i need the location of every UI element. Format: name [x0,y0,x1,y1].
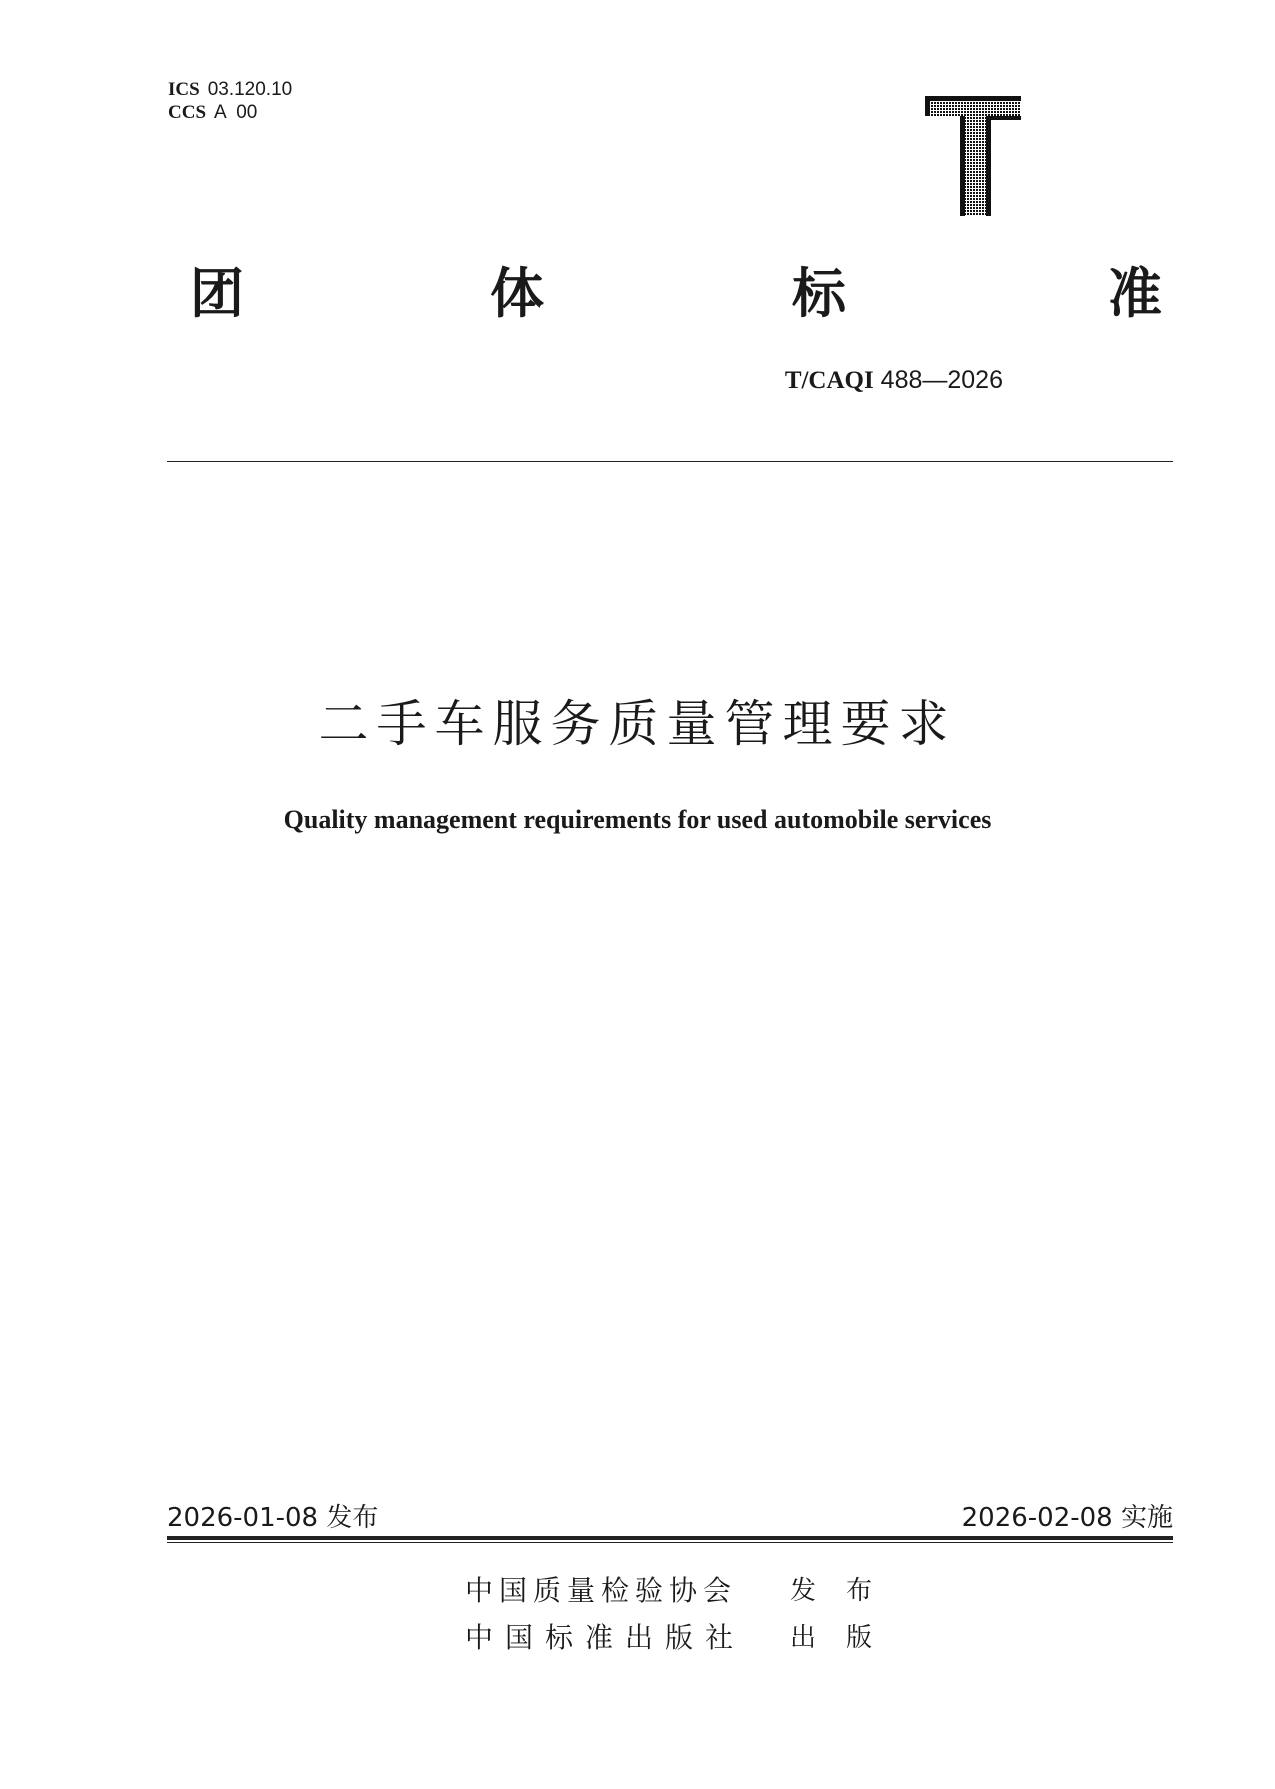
publisher-organization: 中国标准出版社 [465,1621,746,1654]
ics-value: 03.120.10 [207,79,293,100]
standard-type-char: 准 [1108,262,1162,325]
classification-codes [168,78,292,124]
header-divider [167,461,1173,462]
ccs-value: A 00 [214,102,258,123]
implement-date: 2026-02-08 实施 [961,1503,1173,1533]
standard-number [785,365,1003,395]
standard-t-logo-icon [925,96,1021,216]
standard-number-value: 488—2026 [873,366,1003,394]
publisher-action: 出版 [790,1623,903,1653]
ics-code [168,78,292,101]
standard-number-prefix: T/CAQI [784,367,874,394]
title-chinese: 二手车服务质量管理要求 [318,695,957,753]
ccs-label: CCS [168,102,207,123]
issuer-organization: 中国质量检验协会 [465,1574,738,1607]
footer-divider-thin [167,1542,1173,1543]
footer-divider-thick [167,1536,1173,1540]
standard-type-char: 标 [792,262,846,325]
publish-date: 2026-01-08 发布 [167,1503,379,1533]
issuer-action: 发布 [790,1576,903,1606]
title-english: Quality management requirements for used automobile services [283,805,992,834]
ccs-code [168,101,292,124]
ics-label: ICS [168,79,200,100]
standard-type-char: 体 [490,262,544,325]
standard-type-char: 团 [190,262,244,325]
